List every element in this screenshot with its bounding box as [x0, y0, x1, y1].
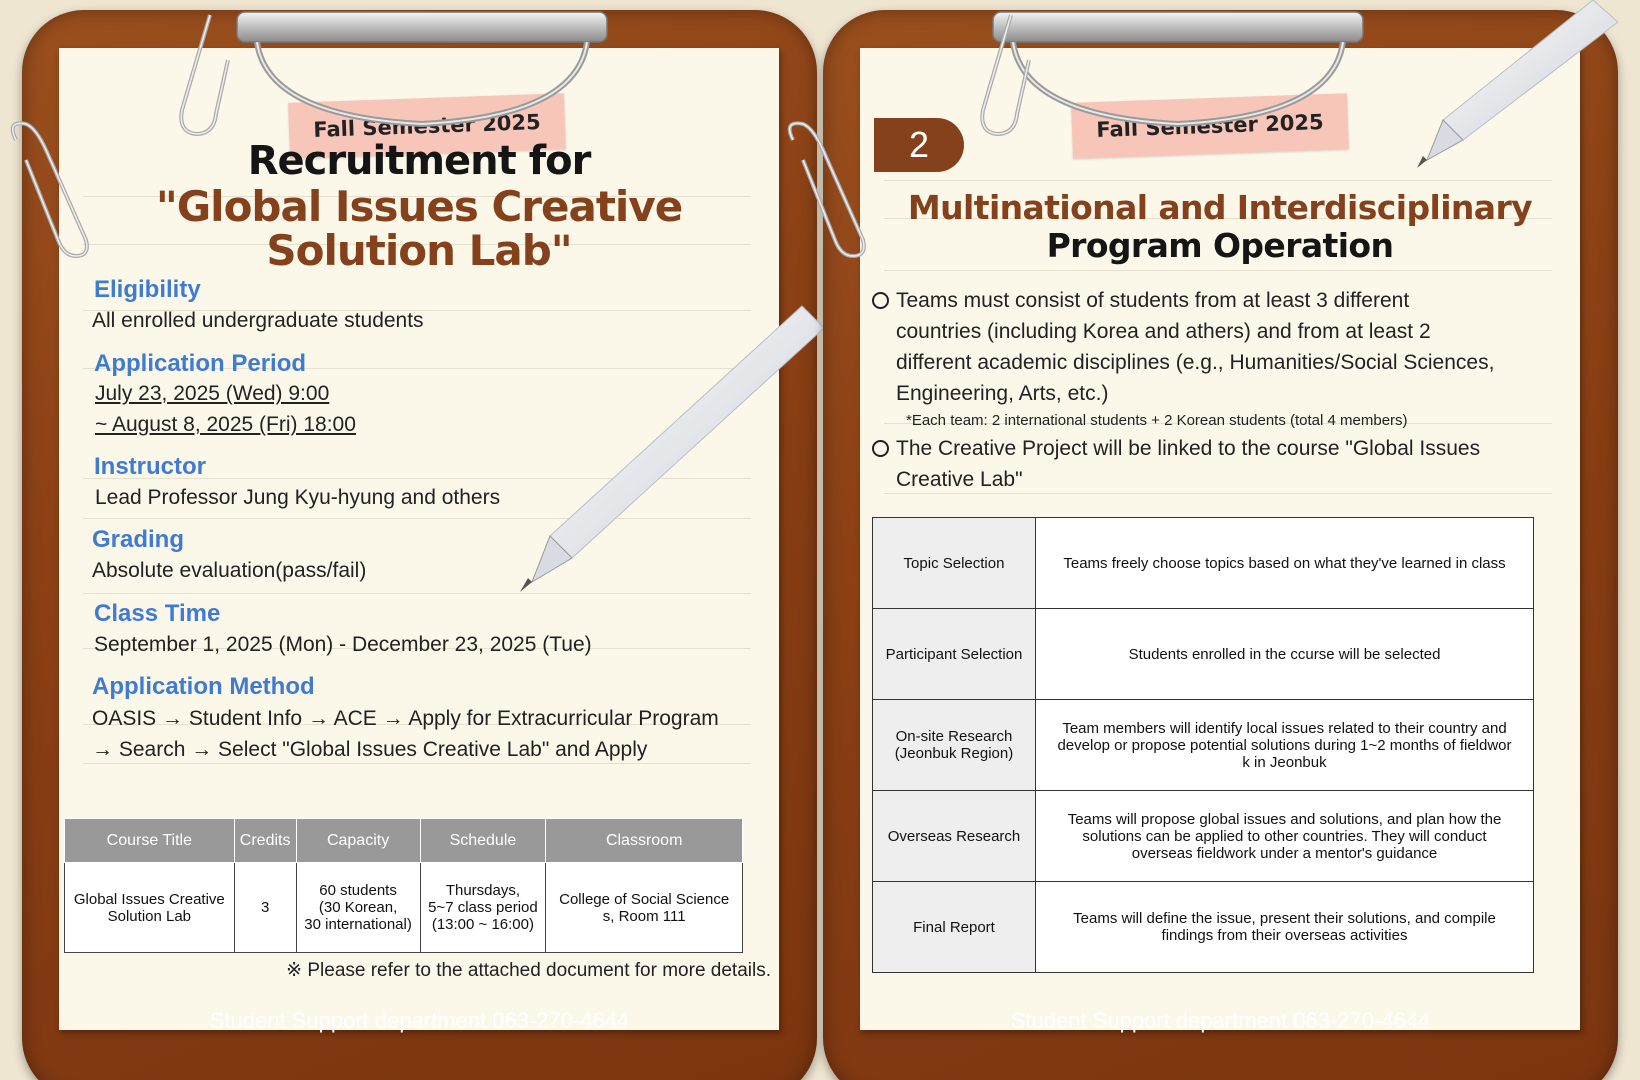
classroom-line-1: College of Social Science: [559, 890, 730, 908]
description-line: Teams will define the issue, present their solutions, and compile: [1073, 910, 1496, 927]
clipboard-left: [22, 10, 817, 1080]
bullet-2-line-2: Creative Lab": [896, 468, 1023, 491]
bullet-1-line-2: countries (including Korea and athers) and from at least 2: [896, 320, 1431, 343]
capacity-line-2: (30 Korean,: [318, 899, 398, 916]
stage-cell: [873, 700, 1036, 791]
footer-contact: Student Support department 063-270-4644: [1010, 1008, 1431, 1033]
col-course-title: Course Title: [65, 819, 235, 863]
semester-tag: Fall Semester 2025: [288, 93, 566, 159]
col-classroom: Classroom: [546, 819, 743, 863]
description-line: solutions can be applied to other countries. They will conduct: [1082, 827, 1487, 845]
cell-classroom: [546, 863, 743, 953]
application-method-line-2: → Search → Select "Global Issues Creative Lab" and Apply: [92, 738, 648, 761]
description-cell: [1036, 518, 1534, 609]
paperclip-icon: [971, 10, 1031, 140]
bullet-2-line-1: The Creative Project will be linked to the course "Global Issues: [896, 437, 1481, 460]
bullet-course-link: [870, 433, 1560, 495]
capacity-line-3: 30 international): [304, 916, 412, 933]
table-row: [873, 609, 1534, 700]
program-process-table: [872, 517, 1534, 973]
footer-contact: Student Support department 063-270-4644: [209, 1008, 630, 1033]
grading-heading: Grading: [92, 526, 185, 553]
class-time-heading: Class Time: [94, 600, 221, 627]
paperclip-icon: [6, 120, 96, 260]
stage-cell: [873, 791, 1036, 882]
schedule-line-3: (13:00 ~ 16:00): [431, 916, 534, 933]
schedule-line-2: 5~7 class period: [428, 899, 538, 916]
program-title-line-2: Program Operation: [1046, 226, 1394, 265]
stage-cell: [873, 609, 1036, 700]
description-cell: [1036, 882, 1534, 973]
bullet-1-line-1: Teams must consist of students from at least 3 different: [896, 289, 1410, 312]
semester-tag: Fall Semester 2025: [1071, 93, 1349, 159]
team-size-note: *Each team: 2 international students + 2 Korean students (total 4 members): [906, 412, 1408, 429]
paperclip-icon: [170, 10, 230, 140]
description-line: Teams freely choose topics based on what they've learned in class: [1063, 554, 1506, 572]
class-time-body: September 1, 2025 (Mon) - December 23, 2025 (Tue): [94, 633, 592, 656]
paperclip-icon: [783, 120, 873, 260]
instructor-heading: Instructor: [94, 453, 207, 480]
stage-label: Participant Selection: [885, 645, 1023, 663]
section-number-badge: 2: [874, 118, 964, 172]
cell-credits: 3: [234, 863, 296, 953]
table-row: [873, 700, 1534, 791]
eligibility-body: All enrolled undergraduate students: [92, 309, 424, 332]
clipboard-clip-icon: [227, 6, 617, 134]
eligibility-heading: Eligibility: [94, 276, 201, 303]
stage-label: Topic Selection: [903, 554, 1005, 572]
circle-bullet-icon: [872, 440, 889, 457]
schedule-line-1: Thursdays,: [445, 882, 521, 899]
application-method-heading: Application Method: [92, 673, 315, 700]
application-period-heading: Application Period: [94, 350, 307, 377]
details-note: ※ Please refer to the attached document for more details.: [286, 960, 771, 981]
col-schedule: Schedule: [420, 819, 546, 863]
circle-bullet-icon: [872, 292, 889, 309]
stage-label: Overseas Research: [887, 827, 1021, 845]
stage-label: Final Report: [913, 918, 995, 936]
cell-capacity: [296, 863, 420, 953]
application-period-end: ~ August 8, 2025 (Fri) 18:00: [95, 413, 356, 436]
course-title-line-2: Solution Lab: [107, 907, 192, 925]
description-cell: [1036, 791, 1534, 882]
col-credits: Credits: [234, 819, 296, 863]
title-line-2: "Global Issues Creative: [155, 182, 683, 231]
table-header-row: [65, 819, 743, 863]
col-capacity: Capacity: [296, 819, 420, 863]
table-row: [873, 791, 1534, 882]
title-line-1: Recruitment for: [247, 138, 591, 184]
cell-schedule: [420, 863, 546, 953]
cell-course-title: [65, 863, 235, 953]
description-cell: [1036, 609, 1534, 700]
title-line-3: Solution Lab": [266, 226, 572, 275]
bullet-1-line-4: Engineering, Arts, etc.): [896, 382, 1109, 405]
stage-label: On-site Research: [895, 728, 1013, 745]
description-line: overseas fieldwork under a mentor's guidance: [1131, 844, 1438, 862]
program-title-line-1: Multinational and Interdisciplinary: [907, 188, 1533, 227]
pen-icon: [502, 298, 832, 598]
clipboard-right: [823, 10, 1618, 1080]
description-line: develop or propose potential solutions during 1~2 months of fieldwor: [1057, 736, 1512, 754]
grading-body: Absolute evaluation(pass/fail): [92, 559, 367, 582]
stage-sublabel: (Jeonbuk Region): [894, 745, 1014, 762]
description-line: k in Jeonbuk: [1242, 753, 1327, 771]
clipboard-clip-icon: [983, 6, 1373, 134]
stage-cell: [873, 882, 1036, 973]
capacity-line-1: 60 students: [319, 882, 397, 899]
course-info-table: [64, 818, 743, 953]
course-title-line-1: Global Issues Creative: [73, 890, 225, 908]
table-row: [873, 882, 1534, 973]
classroom-line-2: s, Room 111: [602, 907, 686, 925]
pen-icon: [1413, 0, 1618, 180]
description-line: Students enrolled in the ccurse will be selected: [1128, 645, 1441, 663]
description-line: findings from their overseas activities: [1161, 927, 1408, 944]
application-method-line-1: OASIS → Student Info → ACE → Apply for Extracurricular Program: [92, 707, 719, 730]
description-line: Teams will propose global issues and solutions, and plan how the: [1067, 810, 1502, 828]
instructor-body: Lead Professor Jung Kyu-hyung and others: [95, 486, 501, 509]
bullet-1-line-3: different academic disciplines (e.g., Humanities/Social Sciences,: [896, 351, 1495, 374]
table-row: [873, 518, 1534, 609]
application-period-start: July 23, 2025 (Wed) 9:00: [95, 382, 330, 405]
table-row: [65, 863, 743, 953]
bullet-team-composition: [870, 285, 1560, 409]
flyer-page-right: [860, 48, 1580, 1030]
description-line: Team members will identify local issues related to their country and: [1062, 719, 1507, 737]
stage-cell: [873, 518, 1036, 609]
description-cell: [1036, 700, 1534, 791]
